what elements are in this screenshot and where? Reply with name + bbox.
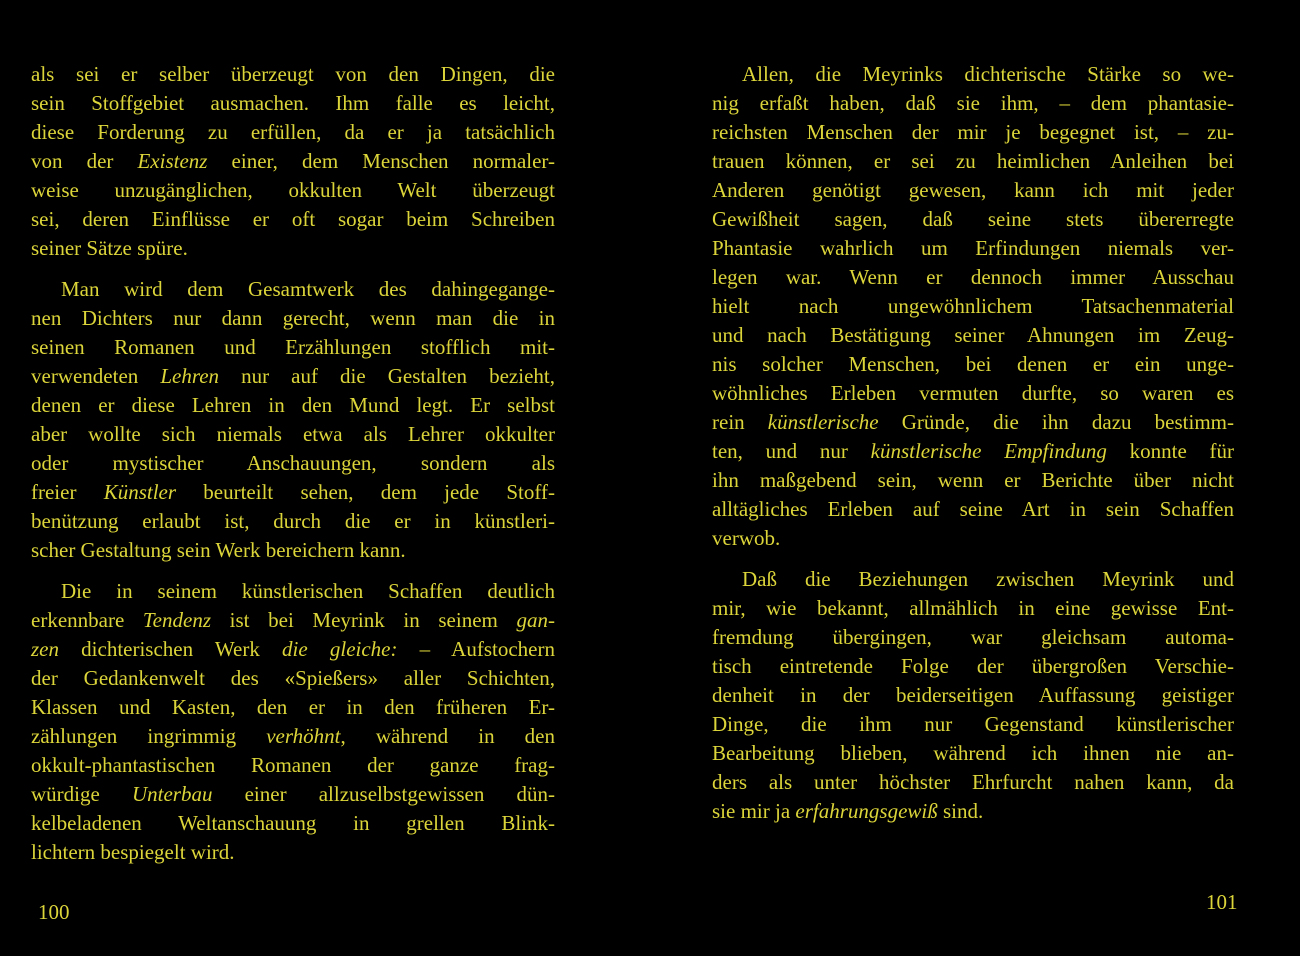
text-segment: rein <box>712 410 768 434</box>
text-segment: alltägliches Erleben auf seine Art in sein Schaffen <box>712 497 1234 521</box>
text-line <box>31 664 555 693</box>
text-segment: seinen Romanen und Erzählungen stofflich mit- <box>31 335 555 359</box>
text-segment: verwob. <box>712 526 781 550</box>
text-segment: einer, dem Menschen normaler- <box>207 149 555 173</box>
page-left-text <box>31 60 555 867</box>
text-line <box>31 304 555 333</box>
italic-text-segment: Existenz <box>137 149 208 173</box>
paragraph <box>712 60 1234 553</box>
text-line <box>712 234 1234 263</box>
text-line <box>712 321 1234 350</box>
text-line <box>31 635 555 664</box>
italic-text-segment: Künstler <box>103 480 177 504</box>
text-segment: mir, wie bekannt, allmählich in eine gewisse Ent- <box>712 596 1234 620</box>
text-segment: und nach Bestätigung seiner Ahnungen im Zeug- <box>712 323 1234 347</box>
text-line <box>31 275 555 304</box>
paragraph <box>712 565 1234 826</box>
text-line <box>31 838 555 867</box>
text-segment: Phantasie wahrlich um Erfindungen niemals ver- <box>712 236 1234 260</box>
text-line <box>31 577 555 606</box>
text-segment: nis solcher Menschen, bei denen er ein unge- <box>712 352 1234 376</box>
text-segment: legen war. Wenn er dennoch immer Ausschau <box>712 265 1234 289</box>
text-line <box>712 147 1234 176</box>
text-line <box>31 449 555 478</box>
text-segment: tisch eintretende Folge der übergroßen Verschie- <box>712 654 1234 678</box>
text-segment: denheit in der beiderseitigen Auffassung geistiger <box>712 683 1234 707</box>
text-segment: Bearbeitung blieben, während ich ihnen nie an- <box>712 741 1234 765</box>
text-segment: trauen können, er sei zu heimlichen Anleihen bei <box>712 149 1234 173</box>
text-segment: sind. <box>937 799 984 823</box>
text-segment: aber wollte sich niemals etwa als Lehrer okkulter <box>31 422 555 446</box>
text-line <box>712 466 1234 495</box>
text-segment: okkult-phantastischen Romanen der ganze frag- <box>31 753 555 777</box>
text-line <box>31 507 555 536</box>
text-line <box>712 205 1234 234</box>
text-line <box>31 60 555 89</box>
text-line <box>712 176 1234 205</box>
page-number-right: 101 <box>1206 890 1238 914</box>
text-segment: wöhnliches Erleben vermuten durfte, so waren es <box>712 381 1234 405</box>
text-line <box>712 739 1234 768</box>
italic-text-segment: künstlerische Empfindung <box>870 439 1107 463</box>
italic-text-segment: erfahrungsgewiß <box>795 799 938 823</box>
text-segment: benützung erlaubt ist, durch die er in künstleri- <box>31 509 555 533</box>
text-segment: freier <box>31 480 104 504</box>
text-line <box>31 536 555 565</box>
text-segment: Klassen und Kasten, den er in den früheren Er- <box>31 695 555 719</box>
text-line <box>712 710 1234 739</box>
text-segment: Allen, die Meyrinks dichterische Stärke so we- <box>742 62 1234 86</box>
text-line <box>712 768 1234 797</box>
text-segment: seiner Sätze spüre. <box>31 236 188 260</box>
text-line <box>712 292 1234 321</box>
text-segment: sei, deren Einflüsse er oft sogar beim Schreiben <box>31 207 555 231</box>
text-segment: Gründe, die ihn dazu bestimm- <box>878 410 1234 434</box>
text-segment: nur auf die Gestalten bezieht, <box>219 364 555 388</box>
text-line <box>31 391 555 420</box>
text-segment: verwendeten <box>31 364 161 388</box>
text-line <box>31 693 555 722</box>
text-line <box>712 565 1234 594</box>
text-segment: nen Dichters nur dann gerecht, wenn man die in <box>31 306 555 330</box>
page-right-text <box>712 60 1234 826</box>
italic-text-segment: künstlerische <box>767 410 879 434</box>
text-line <box>31 176 555 205</box>
italic-text-segment: gan- <box>516 608 555 632</box>
text-segment: sie mir ja <box>712 799 796 823</box>
text-segment: ihn maßgebend sein, wenn er Berichte über nicht <box>712 468 1234 492</box>
text-line <box>31 809 555 838</box>
paragraph <box>31 275 555 565</box>
text-line <box>31 333 555 362</box>
text-line <box>712 652 1234 681</box>
text-line <box>31 118 555 147</box>
text-segment: beurteilt sehen, dem jede Stoff- <box>176 480 555 504</box>
text-segment: , während in den <box>340 724 555 748</box>
text-line <box>712 408 1234 437</box>
text-segment: oder mystischer Anschauungen, sondern als <box>31 451 555 475</box>
text-segment: konnte für <box>1106 439 1234 463</box>
text-line <box>712 495 1234 524</box>
italic-text-segment: Tendenz <box>142 608 211 632</box>
text-line <box>712 437 1234 466</box>
italic-text-segment: verhöhnt <box>266 724 341 748</box>
text-line <box>712 594 1234 623</box>
text-segment: von der <box>31 149 138 173</box>
text-line <box>31 606 555 635</box>
text-segment: ders als unter höchster Ehrfurcht nahen kann, da <box>712 770 1234 794</box>
text-segment: Gewißheit sagen, daß seine stets übererregte <box>712 207 1234 231</box>
text-segment: scher Gestaltung sein Werk bereichern kann. <box>31 538 406 562</box>
text-segment: weise unzugänglichen, okkulten Welt überzeugt <box>31 178 555 202</box>
text-segment: – Aufstochern <box>397 637 555 661</box>
italic-text-segment: Lehren <box>160 364 220 388</box>
text-line <box>31 420 555 449</box>
text-line <box>31 147 555 176</box>
text-line <box>712 379 1234 408</box>
text-segment: dichterischen Werk <box>59 637 283 661</box>
text-line <box>31 362 555 391</box>
text-line <box>712 797 1234 826</box>
text-segment: denen er diese Lehren in den Mund legt. Er selbst <box>31 393 555 417</box>
italic-text-segment: die gleiche: <box>282 637 398 661</box>
text-segment: nig erfaßt haben, daß sie ihm, – dem phantasie- <box>712 91 1234 115</box>
text-line <box>712 681 1234 710</box>
text-segment: als sei er selber überzeugt von den Dingen, die <box>31 62 555 86</box>
text-line <box>31 234 555 263</box>
text-segment: fremdung übergingen, war gleichsam automa- <box>712 625 1234 649</box>
text-line <box>712 60 1234 89</box>
text-line <box>712 524 1234 553</box>
italic-text-segment: Unterbau <box>131 782 213 806</box>
text-segment: reichsten Menschen der mir je begegnet ist, – zu- <box>712 120 1234 144</box>
paragraph <box>31 577 555 867</box>
text-segment: lichtern bespiegelt wird. <box>31 840 235 864</box>
text-line <box>31 478 555 507</box>
text-segment: kelbeladenen Weltanschauung in grellen Blink- <box>31 811 555 835</box>
text-line <box>712 350 1234 379</box>
text-segment: Die in seinem künstlerischen Schaffen deutlich <box>61 579 555 603</box>
text-segment: würdige <box>31 782 132 806</box>
text-line <box>31 722 555 751</box>
text-segment: Dinge, die ihm nur Gegenstand künstlerischer <box>712 712 1234 736</box>
text-segment: Man wird dem Gesamtwerk des dahingegange- <box>61 277 555 301</box>
text-segment: zählungen ingrimmig <box>31 724 267 748</box>
text-segment: sein Stoffgebiet ausmachen. Ihm falle es leicht, <box>31 91 555 115</box>
text-segment: ist bei Meyrink in seinem <box>211 608 517 632</box>
text-line <box>712 263 1234 292</box>
text-segment: hielt nach ungewöhnlichem Tatsachenmaterial <box>712 294 1234 318</box>
text-line <box>31 751 555 780</box>
text-line <box>31 89 555 118</box>
text-segment: der Gedankenwelt des «Spießers» aller Schichten, <box>31 666 555 690</box>
text-segment: Daß die Beziehungen zwischen Meyrink und <box>742 567 1234 591</box>
text-segment: einer allzuselbstgewissen dün- <box>212 782 555 806</box>
page-number-left: 100 <box>38 900 70 924</box>
paragraph <box>31 60 555 263</box>
text-segment: ten, und nur <box>712 439 871 463</box>
text-segment: diese Forderung zu erfüllen, da er ja tatsächlich <box>31 120 555 144</box>
text-segment: Anderen genötigt gewesen, kann ich mit jeder <box>712 178 1234 202</box>
text-line <box>31 780 555 809</box>
italic-text-segment: zen <box>31 637 59 661</box>
text-line <box>712 623 1234 652</box>
text-line <box>31 205 555 234</box>
text-line <box>712 89 1234 118</box>
text-line <box>712 118 1234 147</box>
text-segment: erkennbare <box>31 608 143 632</box>
